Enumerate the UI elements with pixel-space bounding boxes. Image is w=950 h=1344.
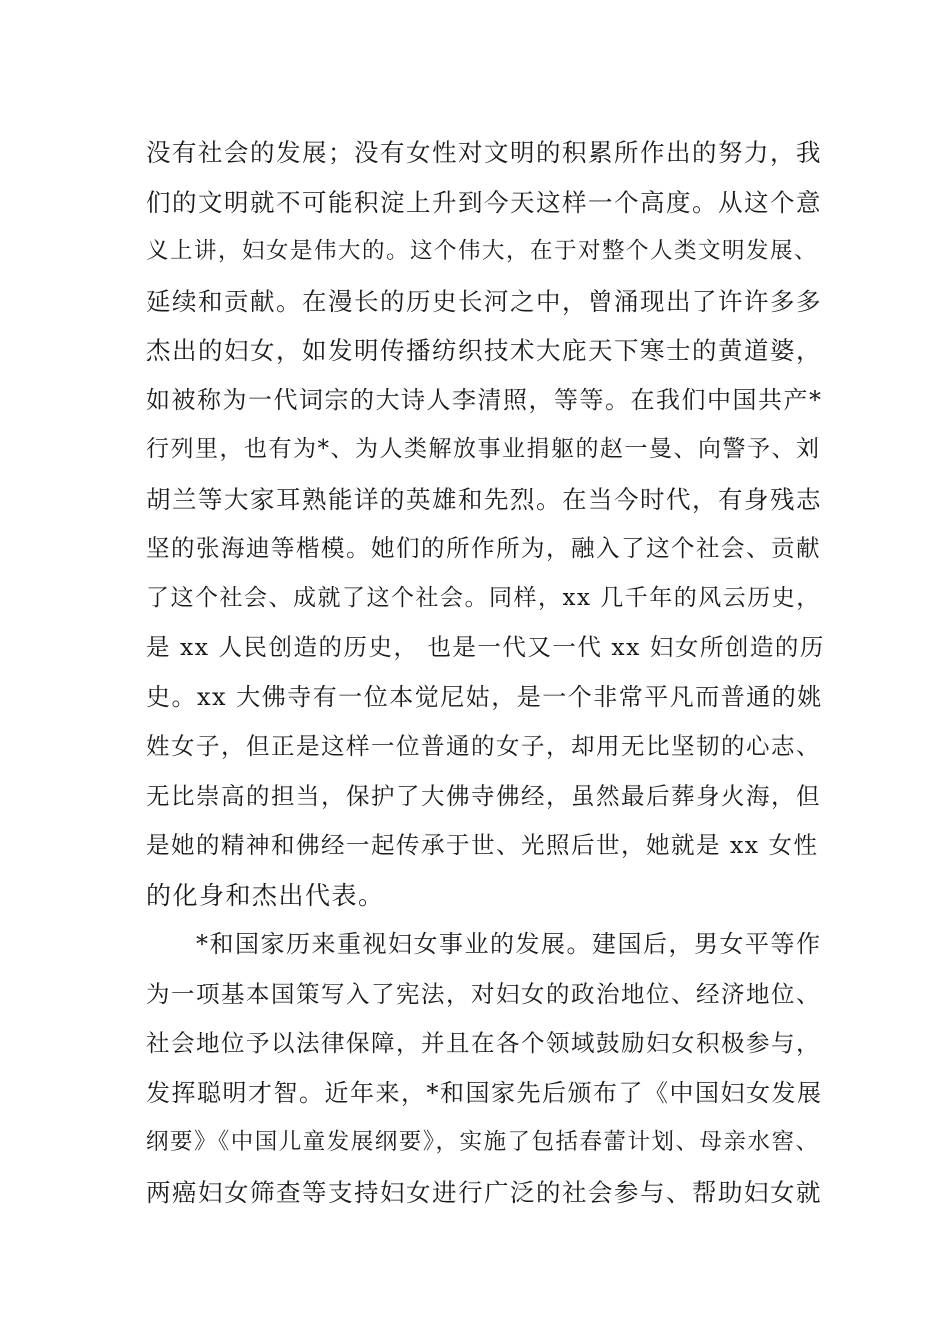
text-line: 没有社会的发展；没有女性对文明的积累所作出的努力，我 <box>146 138 822 167</box>
text-line: 延续和贡献。在漫长的历史长河之中，曾涌现出了许许多多 <box>146 286 822 316</box>
text-line: 无比崇高的担当，保护了大佛寺佛经，虽然最后葬身火海，但 <box>146 781 821 810</box>
text-line: 是 xx 人民创造的历史， 也是一代又一代 xx 妇女所创造的历 <box>146 633 825 661</box>
text-line: 姓女子，但正是这样一位普通的女子，却用无比坚韧的心志、 <box>146 732 821 760</box>
text-line: 纲要》《中国儿童发展纲要》，实施了包括春蕾计划、母亲水窖、 <box>146 1129 820 1155</box>
text-line: 的化身和杰出代表。 <box>146 880 385 910</box>
document-body <box>146 128 826 1217</box>
paragraph-start-line: *和国家历来重视妇女事业的发展。建国后，男女平等作 <box>196 930 822 958</box>
text-line: 杰出的妇女，如发明传播纺织技术大庇天下寒士的黄道婆， <box>146 336 822 365</box>
text-line: 行列里，也有为*、为人类解放事业捐躯的赵一曼、向警予、刘 <box>146 436 821 462</box>
text-line: 社会地位予以法律保障，并且在各个领域鼓励妇女积极参与， <box>146 1029 821 1057</box>
text-line: 义上讲，妇女是伟大的。这个伟大，在于对整个人类文明发展、 <box>146 238 819 264</box>
text-line: 是她的精神和佛经一起传承于世、光照后世，她就是 xx 女性 <box>146 831 819 859</box>
text-line: 如被称为一代词宗的大诗人李清照，等等。在我们中国共产* <box>146 385 823 414</box>
text-line: 坚的张海迪等楷模。她们的所作所为，融入了这个社会、贡献 <box>146 534 821 562</box>
text-line: 为一项基本国策写入了宪法，对妇女的政治地位、经济地位、 <box>146 979 821 1008</box>
text-line: 胡兰等大家耳熟能详的英雄和先烈。在当今时代，有身残志 <box>146 484 822 514</box>
text-line: 两癌妇女筛查等支持妇女进行广泛的社会参与、帮助妇女就 <box>146 1177 822 1207</box>
text-line: 史。xx 大佛寺有一位本觉尼姑，是一个非常平凡而普通的姚 <box>146 682 823 711</box>
text-line: 发挥聪明才智。近年来，*和国家先后颁布了《中国妇女发展 <box>146 1078 823 1107</box>
text-line: 们的文明就不可能积淀上升到今天这样一个高度。从这个意 <box>146 187 822 217</box>
text-line: 了这个社会、成就了这个社会。同样，xx 几千年的风云历史， <box>146 584 821 611</box>
